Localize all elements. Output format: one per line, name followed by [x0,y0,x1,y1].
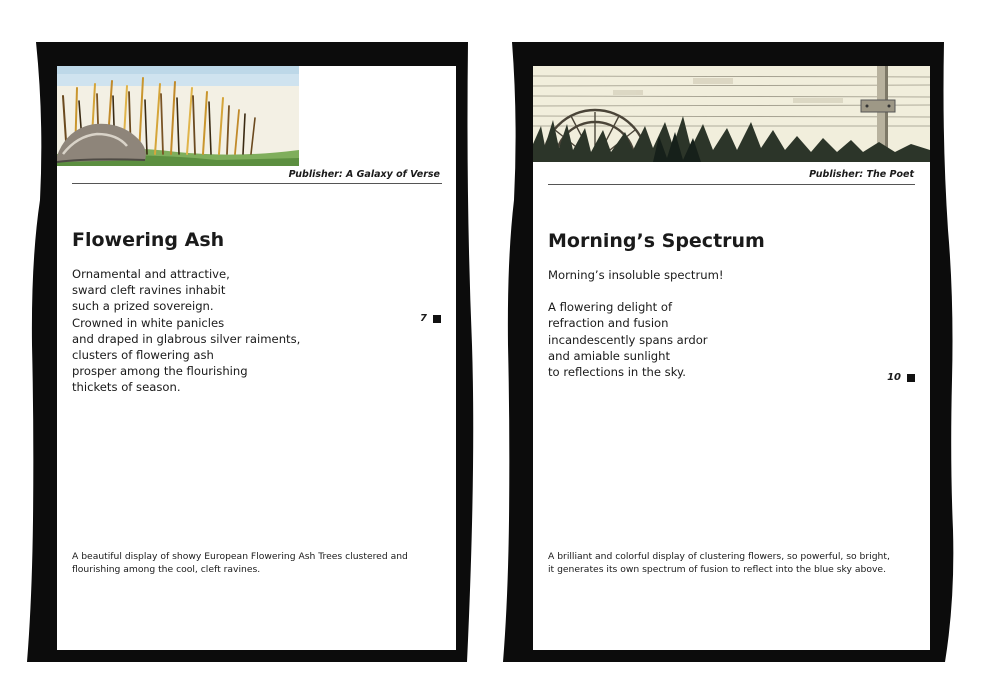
poem-line: refraction and fusion [548,316,669,331]
page-number-text: 10 [887,372,901,383]
page-number [887,372,915,383]
page-number [420,313,441,324]
poem-card-flowering-ash [57,66,456,650]
square-bullet-icon [907,374,915,382]
card-description: A beautiful display of showy European Flowering Ash Trees clustered and flourishing among the cool, cleft ravines. [72,551,408,575]
poem-line: Crowned in white panicles [72,315,225,330]
poem-title: Morning’s Spectrum [548,230,765,252]
header-divider [72,183,442,184]
grass-and-rock-illustration [57,66,299,166]
publisher-label: Publisher: A Galaxy of Verse [288,169,440,180]
poem-card-mornings-spectrum [533,66,930,650]
wheel-and-fence-illustration [533,66,930,162]
square-bullet-icon [433,315,441,323]
poem-line: to reflections in the sky. [548,365,686,380]
card-description: A brilliant and colorful display of clustering flowers, so powerful, so bright, it generates its own spectrum of fusion to reflect into the blue sky above. [548,551,890,575]
poem-line: sward cleft ravines inhabit [72,283,226,298]
poem-body [72,266,300,396]
publisher-label: Publisher: The Poet [809,169,914,180]
poem-line: thickets of season. [72,380,181,395]
poem-line: A flowering delight of [548,300,673,315]
header-divider [548,184,915,185]
poem-line: such a prized sovereign. [72,299,214,314]
poem-title: Flowering Ash [72,229,225,251]
poem-line: and draped in glabrous silver raiments, [72,331,301,346]
poem-line: and amiable sunlight [548,348,671,363]
poem-line: prosper among the flourishing [72,364,248,379]
poem-line: Ornamental and attractive, [72,267,230,281]
poem-line: clusters of flowering ash [72,348,214,363]
poem-intro-line: Morning’s insoluble spectrum! [548,268,724,282]
page-number-text: 7 [420,313,427,324]
poem-body [548,267,724,380]
poem-line: incandescently spans ardor [548,332,708,347]
